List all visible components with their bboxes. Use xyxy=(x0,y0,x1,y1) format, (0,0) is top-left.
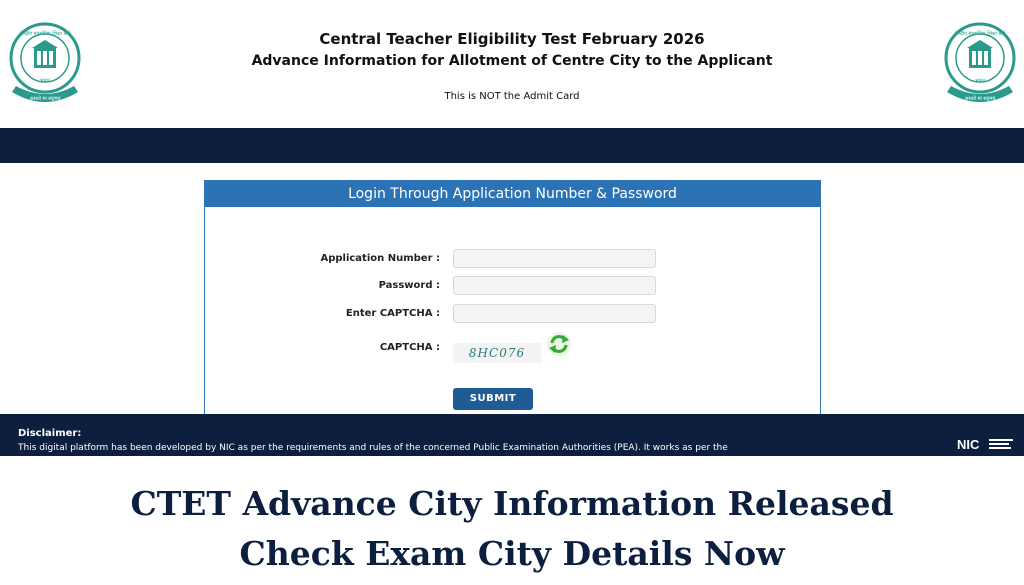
login-panel-heading: Login Through Application Number & Password xyxy=(205,181,820,207)
application-number-input[interactable] xyxy=(453,249,656,268)
captcha-image: 8HC076 xyxy=(453,343,541,363)
captcha-input[interactable] xyxy=(453,304,656,323)
password-label: Password : xyxy=(378,280,440,291)
page-subtitle: Advance Information for Allotment of Centre City to the Applicant xyxy=(251,53,773,69)
logo-motto: असतो मा सद्गमय xyxy=(964,96,996,102)
cbse-logo-right xyxy=(941,20,1019,110)
disclaimer-text: This digital platform has been developed by NIC as per the requirements and rules of the concerned Public Examination Authorities (PEA). It works as per the xyxy=(18,443,728,453)
nic-logo xyxy=(957,436,1017,452)
nic-logo-text: NIC xyxy=(957,437,980,452)
banner-line-1: CTET Advance City Information Released xyxy=(130,484,894,523)
banner-line-2: Check Exam City Details Now xyxy=(239,534,785,573)
password-input[interactable] xyxy=(453,276,656,295)
promo-banner xyxy=(0,456,1024,585)
admit-card-notice: This is NOT the Admit Card xyxy=(444,91,580,102)
logo-bottom-text: भारत xyxy=(40,78,50,84)
logo-text: केन्द्रीय माध्यमिक शिक्षा बोर्ड xyxy=(954,31,1006,37)
logo-text: केन्द्रीय माध्यमिक शिक्षा बोर्ड xyxy=(19,31,71,37)
login-panel xyxy=(204,180,821,415)
enter-captcha-label: Enter CAPTCHA : xyxy=(345,308,440,319)
submit-button[interactable]: SUBMIT xyxy=(453,388,533,410)
application-number-label: Application Number : xyxy=(320,253,440,264)
page-title: Central Teacher Eligibility Test February 2026 xyxy=(319,30,705,48)
logo-motto: असतो मा सद्गमय xyxy=(29,96,61,102)
captcha-label: CAPTCHA : xyxy=(379,342,440,353)
page-header xyxy=(0,0,1024,128)
refresh-captcha-icon[interactable] xyxy=(546,331,572,357)
disclaimer-footer xyxy=(0,414,1024,456)
nav-bar xyxy=(0,128,1024,163)
disclaimer-title: Disclaimer: xyxy=(18,428,82,439)
cbse-logo-left xyxy=(6,20,84,110)
logo-bottom-text: भारत xyxy=(975,78,985,84)
